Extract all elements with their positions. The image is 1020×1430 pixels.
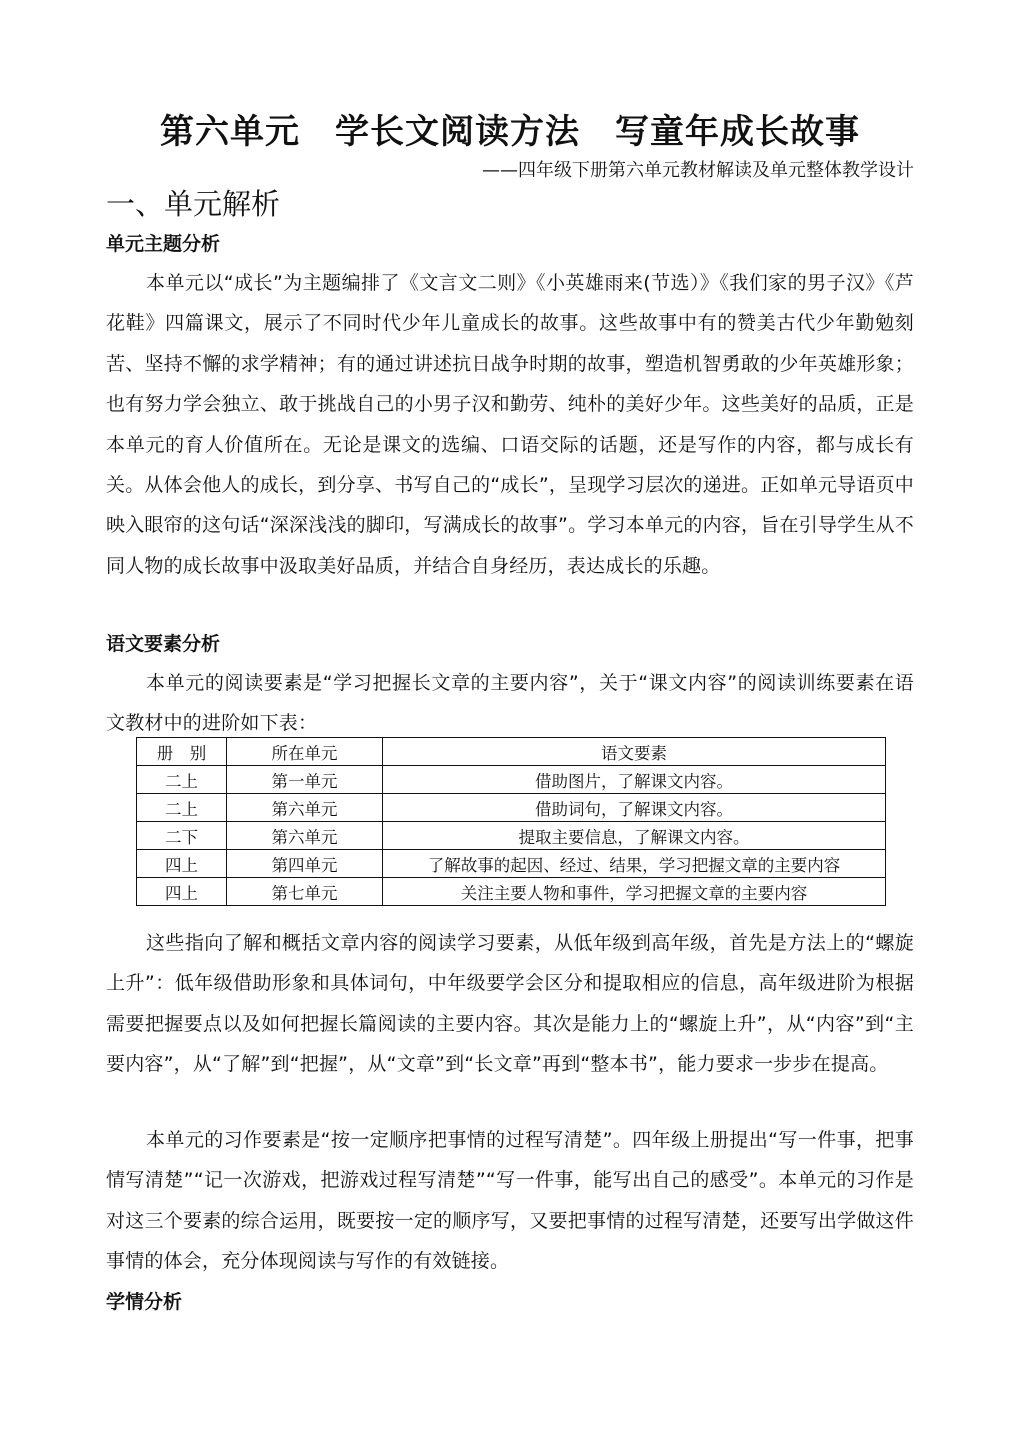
table-header-cell: 册 别 [137,738,227,766]
table-header-cell: 语文要素 [383,738,886,766]
table-cell: 四上 [137,878,227,906]
table-cell: 关注主要人物和事件，学习把握文章的主要内容 [383,878,886,906]
table-cell: 第七单元 [227,878,383,906]
table-header-cell: 所在单元 [227,738,383,766]
document-subtitle: ——四年级下册第六单元教材解读及单元整体教学设计 [482,160,914,181]
document-title: 第六单元 学长文阅读方法 写童年成长故事 [160,112,860,152]
table-cell: 提取主要信息，了解课文内容。 [383,822,886,850]
table-row [137,850,886,878]
writing-paragraph: 本单元的习作要素是“按一定顺序把事情的过程写清楚”。四年级上册提出“写一件事，把事情写清楚”“记一次游戏，把游戏过程写清楚”“写一件事，能写出自己的感受”。本单元的习作是对这三个要素的综合运用，既要按一定的顺序写，又要把事情的过程写清楚，还要写出学做这件事情的体会，充分体现阅读与写作的有效链接。 [106,1129,914,1273]
table-header-row [137,738,886,766]
table-cell: 第六单元 [227,794,383,822]
table-cell: 二上 [137,794,227,822]
table-cell: 借助图片，了解课文内容。 [383,766,886,794]
table-row [137,878,886,906]
table-row [137,822,886,850]
table-cell: 了解故事的起因、经过、结果，学习把握文章的主要内容 [383,850,886,878]
table-cell: 二上 [137,766,227,794]
theme-paragraph: 本单元以“成长”为主题编排了《文言文二则》《小英雄雨来(节选）》《我们家的男子汉》《芦花鞋》四篇课文，展示了不同时代少年儿童成长的故事。这些故事中有的赞美古代少年勤勉刻苦、坚持不懈的求学精神；有的通过讲述抗日战争时期的故事，塑造机智勇敢的少年英雄形象；也有努力学会独立、敢于挑战自己的小男子汉和勤劳、纯朴的美好少年。这些美好的品质，正是本单元的育人价值所在。无论是课文的选编、口语交际的话题，还是写作的内容，都与成长有关。从体会他人的成长，到分享、书写自己的“成长”，呈现学习层次的递进。正如单元导语页中映入眼帘的这句话“深深浅浅的脚印，写满成长的故事”。学习本单元的内容，旨在引导学生从不同人物的成长故事中汲取美好品质，并结合自身经历，表达成长的乐趣。 [106,272,914,577]
table-cell: 二下 [137,822,227,850]
table-cell: 第四单元 [227,850,383,878]
elements-after-table: 这些指向了解和概括文章内容的阅读学习要素，从低年级到高年级，首先是方法上的“螺旋上升”：低年级借助形象和具体词句，中年级要学会区分和提取相应的信息，高年级进阶为根据需要把握要点以及如何把握长篇阅读的主要内容。其次是能力上的“螺旋上升”，从“内容”到“主要内容”，从“了解”到“把握”，从“文章”到“长文章”再到“整本书”，能力要求一步步在提高。 [106,932,914,1076]
table-cell: 第一单元 [227,766,383,794]
elements-table [136,737,886,906]
learning-heading: 学情分析 [106,1291,183,1313]
theme-heading: 单元主题分析 [106,233,221,255]
table-row [137,794,886,822]
elements-heading: 语文要素分析 [106,633,221,655]
section-heading: 一、单元解析 [106,187,281,221]
table-row [137,766,886,794]
table-cell: 借助词句，了解课文内容。 [383,794,886,822]
table-cell: 四上 [137,850,227,878]
elements-intro: 本单元的阅读要素是“学习把握长文章的主要内容”，关于“课文内容”的阅读训练要素在语文教材中的进阶如下表： [106,672,914,735]
table-cell: 第六单元 [227,822,383,850]
